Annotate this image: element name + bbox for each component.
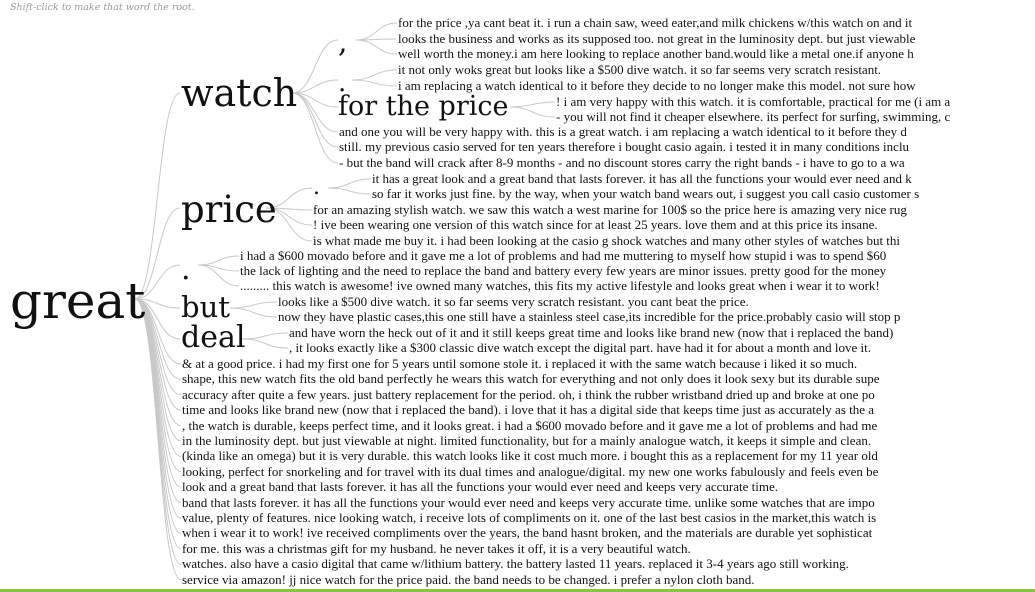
branch-word-deal[interactable]: deal (181, 320, 246, 355)
leaf-sentence[interactable]: band that lasts forever. it has all the functions your would ever need and keeps very accurate time. unlike some watches that are impo (182, 495, 875, 510)
leaf-sentence[interactable]: accuracy after quite a few years. just battery replacement for the period. oh, i think the rubber wristband dried up and broke at one po (182, 387, 875, 402)
leaf-sentence[interactable]: in the luminosity dept. but just viewable at night. limited functionality, but for a mainly analogue watch, it keeps it simple and clean. (182, 433, 872, 448)
connector-line (292, 93, 338, 163)
leaf-sentence[interactable]: - you will not find it cheaper elsewhere. its perfect for surfing, swimming, c (556, 109, 951, 124)
leaf-sentence[interactable]: - but the band will crack after 8-9 months - and no discount stores carry the right bands - i have to go to a wa (339, 155, 905, 170)
leaf-sentence[interactable]: & at a good price. i had my first one for 5 years until somone stole it. i replaced it with the same watch because i liked it so much. (182, 356, 858, 371)
connector-line (356, 23, 397, 40)
branch-word-price[interactable]: price (181, 188, 277, 231)
leaf-sentence[interactable]: i am replacing a watch identical to it before they decide to no longer make this model. not sure how (398, 78, 916, 93)
leaf-sentence[interactable]: for me. this was a christmas gift for my husband. he never takes it off, it is a very beautiful watch. (182, 541, 691, 556)
connector-line (292, 93, 338, 147)
leaf-sentence[interactable]: value, plenty of features. nice looking watch, i receive lots of compliments on it. one of the last best casios in the market,this watch is (182, 510, 877, 525)
leaf-sentence[interactable]: well worth the money.i am here looking to replace another band.would like a metal one.if anyone h (398, 46, 914, 61)
leaf-sentence[interactable]: service via amazon! jj nice watch for the price paid. the band needs to be changed. i prefer a nylon cloth band. (182, 572, 755, 587)
connector-line (352, 80, 397, 86)
root-word-great[interactable]: great (10, 272, 146, 330)
watch-branch-for-the-price[interactable]: for the price (338, 91, 509, 122)
connector-line (352, 70, 397, 80)
leaf-sentence[interactable]: ! i am very happy with this watch. it is comfortable, practical for me (i am a (556, 94, 951, 109)
connector-line (356, 40, 397, 54)
branch-word-watch[interactable]: watch (181, 71, 298, 115)
branch-word-but[interactable]: but (181, 290, 230, 324)
leaf-sentence[interactable]: is what made me buy it. i had been looking at the casio g shock watches and many other styles of watches but thi (313, 233, 901, 248)
connector-line (135, 299, 181, 533)
leaf-sentence[interactable]: shape, this new watch fits the old band perfectly he wears this watch for everything and not only does it look sexy but its durable supe (182, 371, 880, 386)
leaf-sentence[interactable]: looks like a $500 dive watch. it so far seems very scratch resistant. you cant beat the price. (278, 294, 749, 309)
watch-branch-period[interactable]: . (338, 68, 347, 98)
leaf-sentence[interactable]: ! ive been wearing one version of this watch since for at least 25 years. love them and at this price its insane. (313, 217, 878, 232)
leaf-sentence[interactable]: looks the business and works as its supposed too. not great in the luminosity dept. but just viewable (398, 31, 916, 46)
leaf-sentence[interactable]: it has a great look and a great band that lasts forever. it has all the functions your would ever need and k (372, 171, 912, 186)
connector-line (292, 40, 338, 93)
connector-line (242, 339, 288, 348)
leaf-sentence[interactable]: now they have plastic cases,this one still have a stainless steel case,its incredible for the price.probably casio will stop p (278, 309, 901, 324)
connector-line (328, 188, 371, 194)
connector-line (328, 179, 371, 188)
leaf-sentence[interactable]: it not only woks great but looks like a $500 dive watch. it so far seems very scratch resistant. (398, 62, 882, 77)
leaf-sentence[interactable]: watches. also have a casio digital that came w/lithium battery. the battery lasted 11 years. replaced it 3-4 years ago still working. (182, 556, 849, 571)
leaf-sentence[interactable]: for the price ,ya cant beat it. i run a chain saw, weed eater,and milk chickens w/this watch on and it (398, 15, 913, 30)
connector-line (198, 256, 239, 265)
leaf-sentence[interactable]: i had a $600 movado before and it gave me a lot of problems and had me muttering to myself how stupid i was to spend $60 (240, 248, 887, 263)
leaf-sentence[interactable]: time and looks like brand new (now that i replaced the band). i love that it has a digital side that keeps time just as accurately as the a (182, 402, 875, 417)
leaf-sentence[interactable]: the lack of lighting and the need to replace the band and battery every few years are minor issues. pretty good for the money (240, 263, 887, 278)
leaf-sentence[interactable]: for an amazing stylish watch. we saw this watch a west marine for 100$ so the price here is amazing very nice rug (313, 202, 907, 217)
leaf-sentence[interactable]: (kinda like an omega) but it is very durable. this watch looks like it cost much more. i bought this as a replacement for my 11 year old (182, 448, 878, 463)
instruction-hint: Shift-click to make that word the root. (10, 2, 195, 13)
connector-line (510, 102, 555, 107)
connector-line (510, 107, 555, 117)
leaf-sentence[interactable]: still. my previous casio served for ten years therefore i bought casio again. i tested it in many conditions inclu (339, 139, 910, 154)
branch-word-period[interactable]: . (181, 252, 191, 287)
leaf-sentence[interactable]: and have worn the heck out of it and it still keeps great time and looks like brand new (now that i replaced the band) (289, 325, 894, 340)
leaf-sentence[interactable]: , the watch is durable, keeps perfect time, and it looks great. i had a $600 movado before and it gave me a lot of problems and had me (182, 418, 878, 433)
watch-branch-comma[interactable]: , (338, 25, 348, 60)
leaf-sentence[interactable]: so far it works just fine. by the way, when your watch band wears out, i suggest you call casio customer s (372, 186, 920, 201)
leaf-sentence[interactable]: look and a great band that lasts forever. it has all the functions your would ever need and keeps very accurate time. (182, 479, 778, 494)
connector-line (135, 299, 181, 580)
connector-line (230, 308, 277, 317)
leaf-sentence[interactable]: and one you will be very happy with. this is a great watch. i am replacing a watch identical to it before they d (339, 124, 907, 139)
leaf-sentence[interactable]: ......... this watch is awesome! ive owned many watches, this fits my active lifestyle and looks great when i wear it to work! (240, 278, 880, 293)
connector-line (230, 302, 277, 308)
leaf-sentence[interactable]: , it looks exactly like a $300 classic dive watch except the digital part. have had it for about a month and love it. (289, 340, 871, 355)
leaf-sentence[interactable]: when i wear it to work! ive received compliments over the years, the band hasnt broken, and the materials are durable yet sophisticat (182, 525, 873, 540)
connector-line (242, 333, 288, 339)
price-branch-period[interactable]: . (313, 175, 320, 200)
connector-line (135, 93, 180, 299)
connector-line (292, 93, 338, 132)
leaf-sentence[interactable]: looking, perfect for snorkeling and for travel with its dual times and analogue/digital. my new one works fabulously and feels even be (182, 464, 879, 479)
